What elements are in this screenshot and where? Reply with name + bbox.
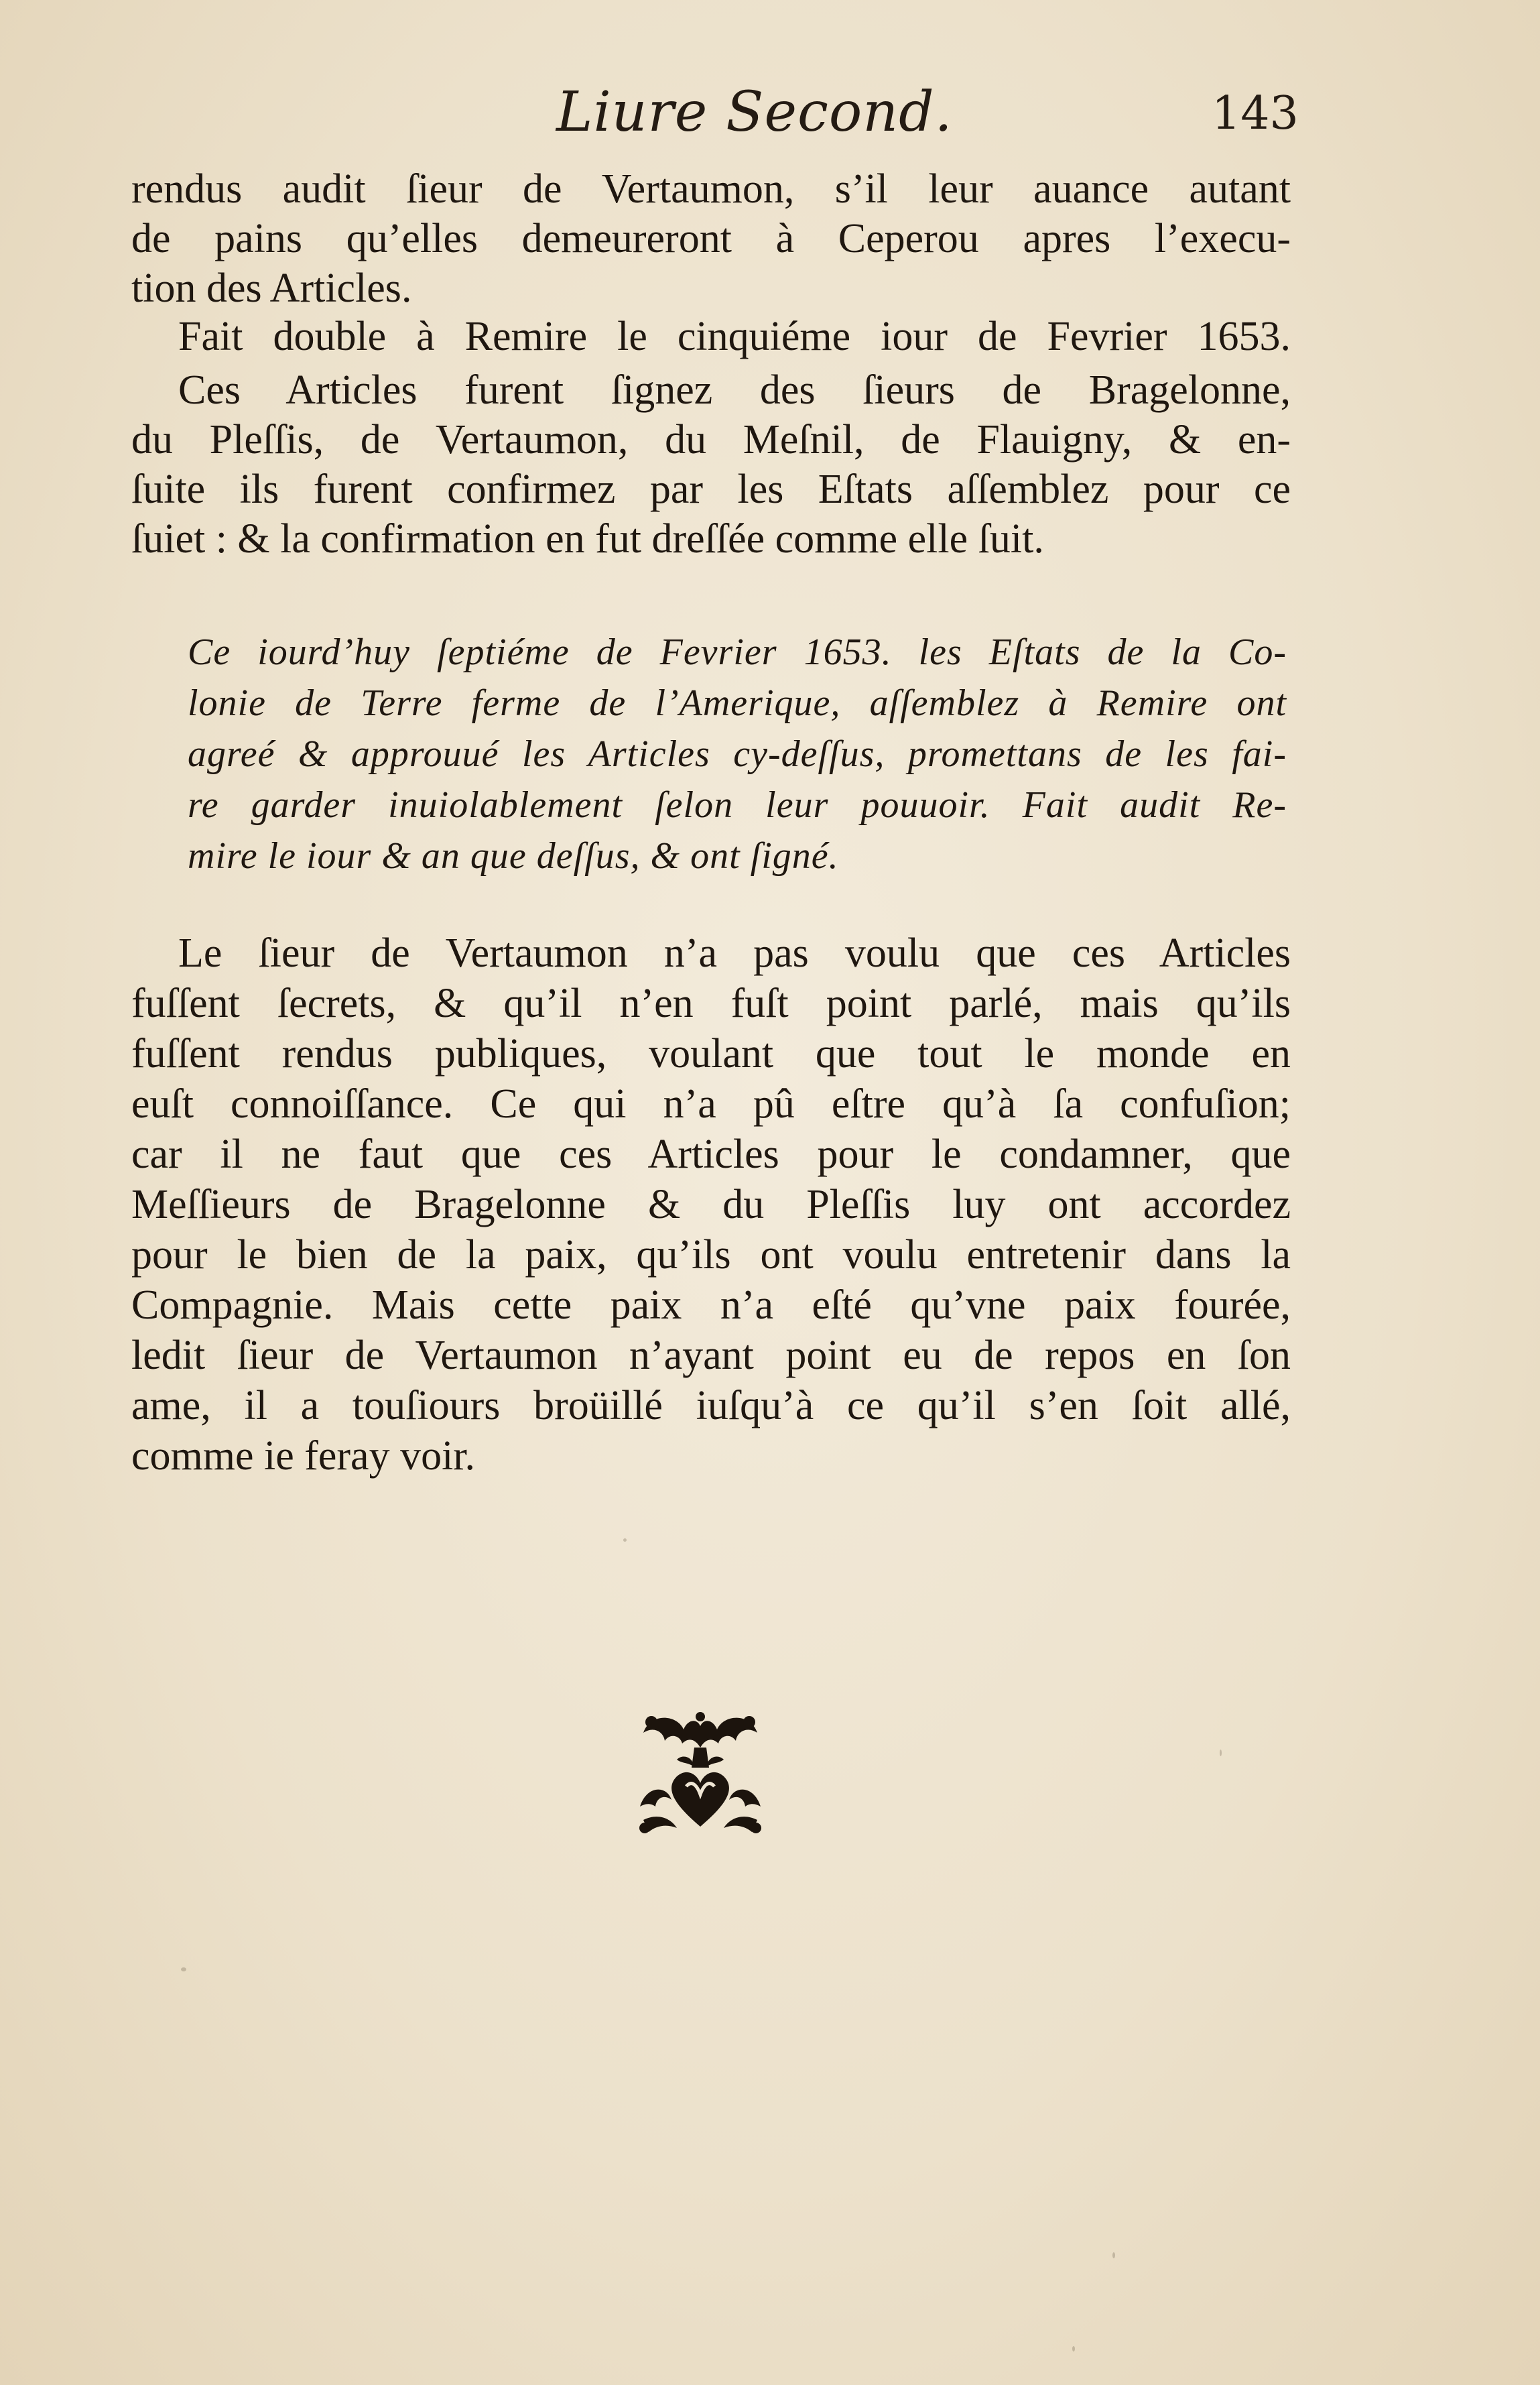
text-line: rendus audit ſieur de Vertaumon, s’il leur auance autant bbox=[131, 166, 1291, 212]
text-line: Ces Articles furent ſignez des ſieurs de Bragelonne, bbox=[178, 367, 1291, 413]
text-line: Ce iourd’huy ſeptiéme de Fevrier 1653. les Eſtats de la Co- bbox=[188, 631, 1287, 673]
text-line: pour le bien de la paix, qu’ils ont voulu entretenir dans la bbox=[131, 1232, 1291, 1278]
paper-speck bbox=[623, 1538, 627, 1542]
text-line: ame, il a touſiours broüillé iuſqu’à ce qu’il s’en ſoit allé, bbox=[131, 1383, 1291, 1428]
text-line: agreé & approuué les Articles cy-deſſus, promettans de les fai- bbox=[188, 733, 1287, 775]
text-line: du Pleſſis, de Vertaumon, du Meſnil, de Flauigny, & en- bbox=[131, 417, 1291, 463]
running-title: Liure Second. bbox=[556, 80, 953, 144]
paper-speck bbox=[1112, 2252, 1115, 2258]
paragraph-signatures bbox=[131, 365, 1291, 564]
paper-speck bbox=[181, 1967, 186, 1971]
text-line: ledit ſieur de Vertaumon n’ayant point eu de repos en ſon bbox=[131, 1333, 1291, 1378]
text-line: Meſſieurs de Bragelonne & du Pleſſis luy ont accordez bbox=[131, 1182, 1291, 1227]
text-line: de pains qu’elles demeureront à Ceperou apres l’execu- bbox=[131, 216, 1291, 261]
text-line: Compagnie. Mais cette paix n’a eſté qu’vne paix fourée, bbox=[131, 1282, 1291, 1328]
text-line: Le ſieur de Vertaumon n’a pas voulu que ces Articles bbox=[178, 930, 1291, 976]
text-line: ſuiet : & la confirmation en fut dreſſée comme elle ſuit. bbox=[131, 516, 1044, 562]
paragraph-commentary bbox=[131, 928, 1291, 1481]
text-line: re garder inuiolablement ſelon leur pouuoir. Fait audit Re- bbox=[188, 784, 1287, 826]
text-line: lonie de Terre ferme de l’Amerique, aſſemblez à Remire ont bbox=[188, 682, 1287, 724]
text-line: ſuite ils furent confirmez par les Eſtats aſſemblez pour ce bbox=[131, 467, 1291, 512]
text-line: Fait double à Remire le cinquiéme iour de Fevrier 1653. bbox=[178, 314, 1291, 359]
italic-attestation bbox=[188, 627, 1287, 881]
paper-speck bbox=[1072, 2346, 1075, 2351]
page-number: 143 bbox=[1212, 87, 1299, 140]
text-line: mire le iour & an que deſſus, & ont ſigné. bbox=[188, 835, 839, 877]
text-line: tion des Articles. bbox=[131, 265, 412, 311]
text-line: euſt connoiſſance. Ce qui n’a pû eſtre qu’à ſa confuſion; bbox=[131, 1081, 1291, 1127]
text-line: comme ie feray voir. bbox=[131, 1433, 476, 1479]
fleuron-ornament-icon bbox=[630, 1706, 771, 1847]
text-line: fuſſent ſecrets, & qu’il n’en fuſt point parlé, mais qu’ils bbox=[131, 981, 1291, 1026]
text-line: car il ne faut que ces Articles pour le condamner, que bbox=[131, 1132, 1291, 1177]
page-header bbox=[0, 80, 1540, 154]
paragraph-dated-clause bbox=[131, 312, 1291, 361]
paper-speck bbox=[1220, 1750, 1222, 1756]
paragraph-continuation bbox=[131, 164, 1291, 313]
text-line: fuſſent rendus publiques, voulant que tout le monde en bbox=[131, 1031, 1291, 1077]
